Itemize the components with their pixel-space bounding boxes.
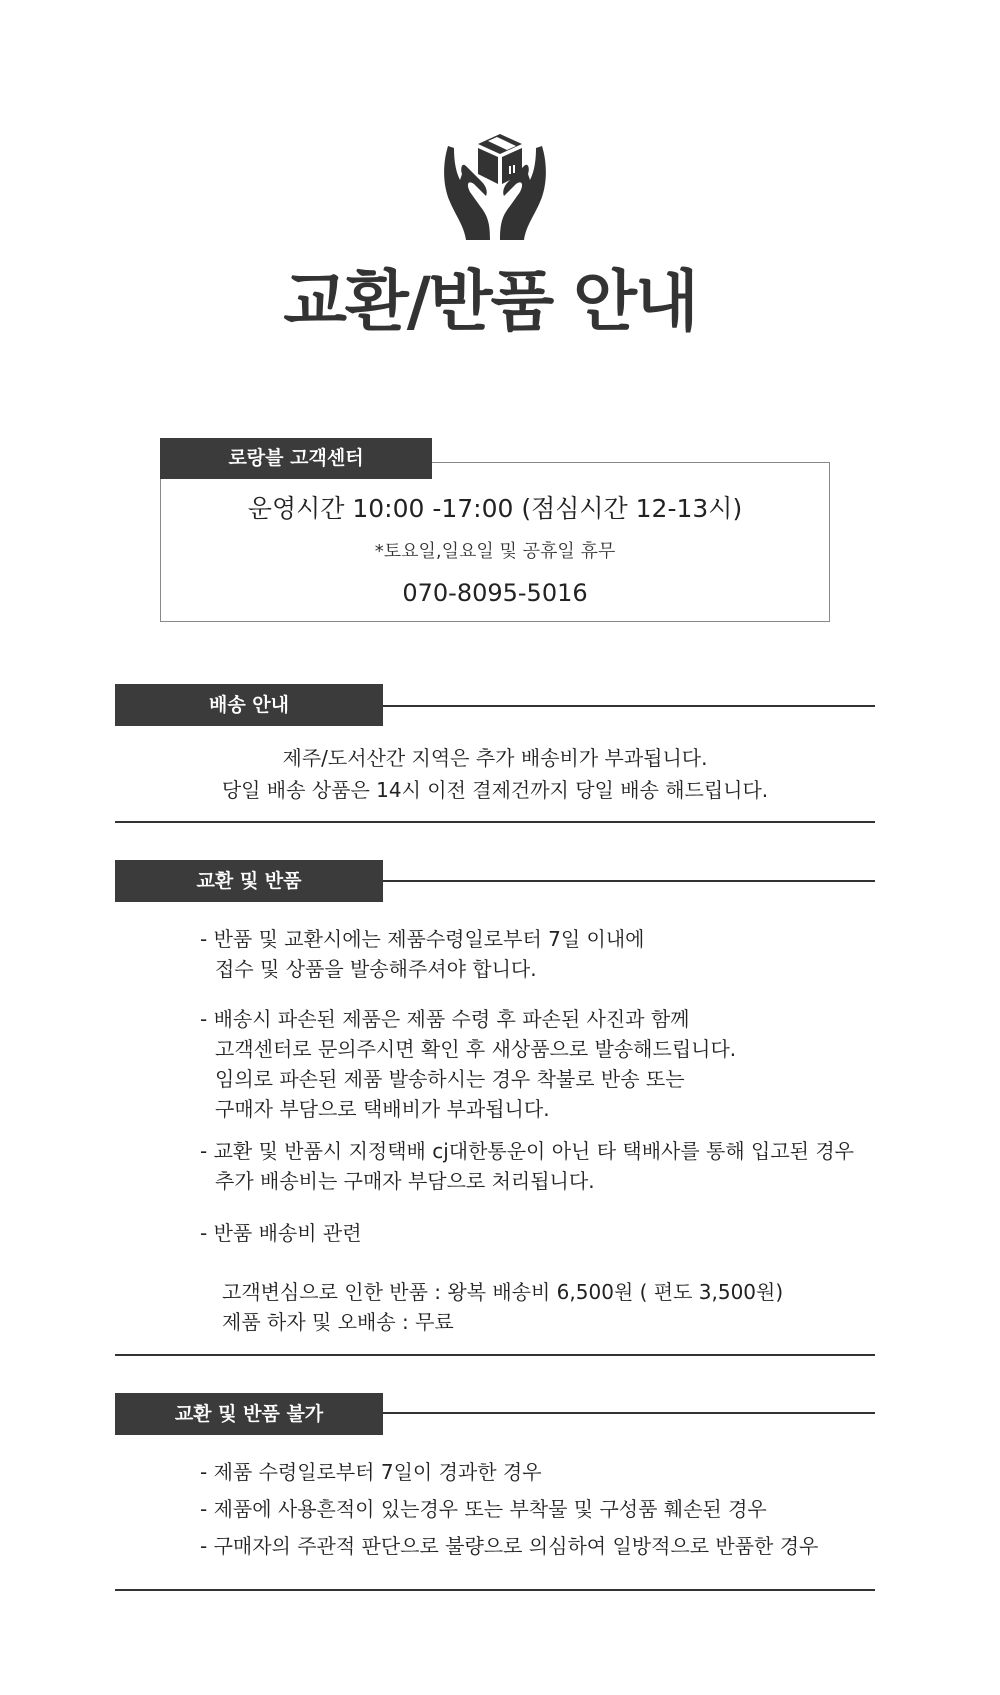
exchange-header: 교환 및 반품 [115,860,383,902]
divider [115,1589,875,1591]
divider [115,1354,875,1356]
phone-number: 070-8095-5016 [402,579,588,607]
return-fee: 고객변심으로 인한 반품 : 왕복 배송비 6,500원 ( 편도 3,500원) [222,1280,784,1304]
divider [383,1412,875,1414]
divider [115,821,875,823]
exchange-item: - 반품 및 교환시에는 제품수령일로부터 7일 이내에 [200,927,645,951]
divider [383,880,875,882]
not-allowed-header: 교환 및 반품 불가 [115,1393,383,1435]
shipping-header: 배송 안내 [115,684,383,726]
exchange-item: - 반품 배송비 관련 [200,1221,362,1245]
holiday-note: *토요일,일요일 및 공휴일 휴무 [374,541,616,562]
shipping-line: 당일 배송 상품은 14시 이전 결제건까지 당일 배송 해드립니다. [221,778,769,802]
exchange-item-cont: 추가 배송비는 구매자 부담으로 처리됩니다. [215,1169,595,1193]
exchange-item-cont: 고객센터로 문의주시면 확인 후 새상품으로 발송해드립니다. [215,1037,737,1061]
not-allowed-item: - 제품 수령일로부터 7일이 경과한 경우 [200,1460,542,1484]
return-fee: 제품 하자 및 오배송 : 무료 [222,1310,454,1334]
divider [383,705,875,707]
hands-holding-box-icon [440,122,550,240]
exchange-item-cont: 구매자 부담으로 택배비가 부과됩니다. [215,1097,550,1121]
exchange-item-cont: 임의로 파손된 제품 발송하시는 경우 착불로 반송 또는 [215,1067,685,1091]
page-title: 교환/반품 안내 [283,263,697,340]
exchange-item: - 교환 및 반품시 지정택배 cj대한통운이 아닌 타 택배사를 통해 입고된 경우 [200,1139,854,1163]
customer-center-label: 로랑블 고객센터 [160,438,432,479]
not-allowed-item: - 구매자의 주관적 판단으로 불량으로 의심하여 일방적으로 반품한 경우 [200,1534,819,1558]
exchange-item-cont: 접수 및 상품을 발송해주셔야 합니다. [215,957,537,981]
shipping-line: 제주/도서산간 지역은 추가 배송비가 부과됩니다. [282,746,708,770]
operating-hours: 운영시간 10:00 -17:00 (점심시간 12-13시) [247,494,743,523]
exchange-item: - 배송시 파손된 제품은 제품 수령 후 파손된 사진과 함께 [200,1007,690,1031]
not-allowed-item: - 제품에 사용흔적이 있는경우 또는 부착물 및 구성품 훼손된 경우 [200,1497,767,1521]
